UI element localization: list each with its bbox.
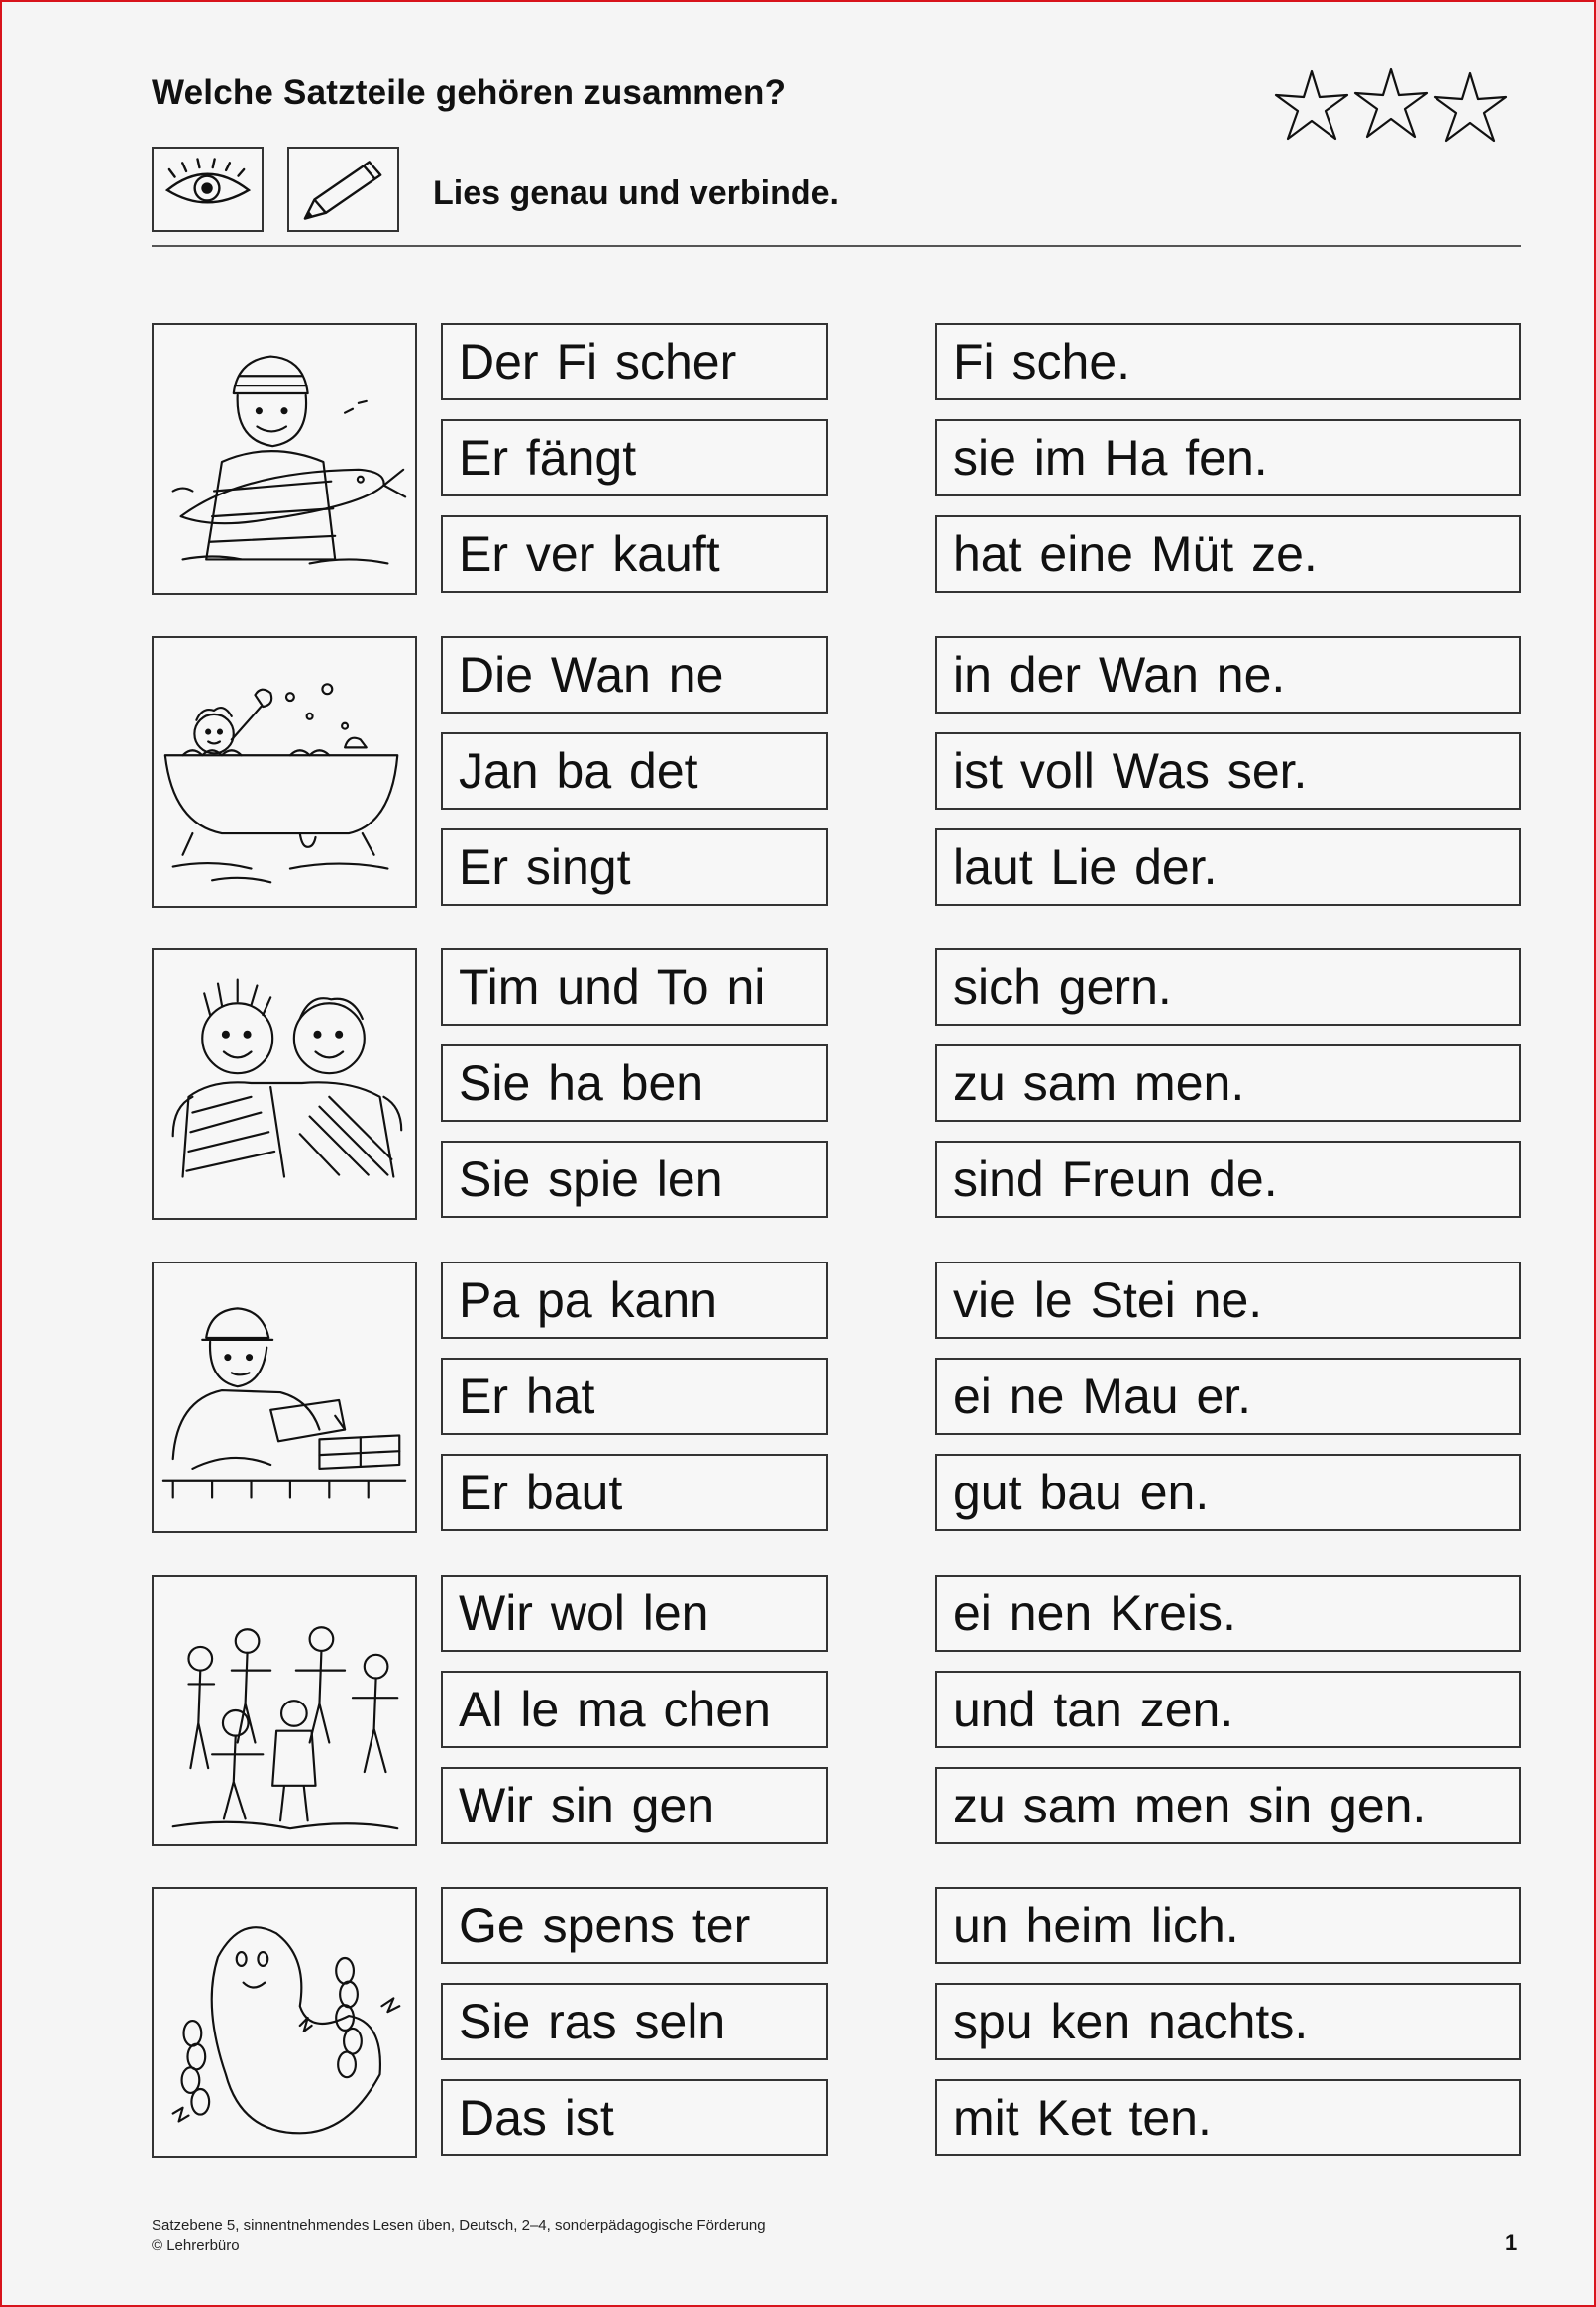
sentence-start-box[interactable]: Der Fi scher [441, 323, 828, 400]
sentence-start-box[interactable]: Al le ma chen [441, 1671, 828, 1748]
sentence-end-box[interactable]: zu sam men. [935, 1044, 1521, 1122]
sentence-start-box[interactable]: Er singt [441, 828, 828, 906]
sentence-start-box[interactable]: Sie spie len [441, 1141, 828, 1218]
sentence-start-box[interactable]: Wir sin gen [441, 1767, 828, 1844]
sentence-start-box[interactable]: Die Wan ne [441, 636, 828, 714]
sentence-end-box[interactable]: Fi sche. [935, 323, 1521, 400]
footer-source-line: Satzebene 5, sinnentnehmendes Lesen üben, Deutsch, 2–4, sonderpädagogische Förderung [152, 2217, 766, 2234]
instruction-text: Lies genau und verbinde. [433, 174, 839, 212]
sentence-end-box[interactable]: mit Ket ten. [935, 2079, 1521, 2156]
sentence-end-box[interactable]: un heim lich. [935, 1887, 1521, 1964]
sentence-end-box[interactable]: spu ken nachts. [935, 1983, 1521, 2060]
sentence-start-box[interactable]: Er baut [441, 1454, 828, 1531]
exercise-group-1 [152, 323, 1521, 597]
sentence-end-box[interactable]: ei nen Kreis. [935, 1575, 1521, 1652]
sentence-start-box[interactable]: Tim und To ni [441, 948, 828, 1026]
sentence-end-box[interactable]: ei ne Mau er. [935, 1358, 1521, 1435]
sentence-end-box[interactable]: vie le Stei ne. [935, 1262, 1521, 1339]
sentence-end-box[interactable]: sie im Ha fen. [935, 419, 1521, 496]
exercise-group-6 [152, 1887, 1521, 2160]
children-dancing-in-circle-illustration [152, 1575, 417, 1846]
exercise-group-4 [152, 1262, 1521, 1535]
footer-copyright: © Lehrerbüro [152, 2237, 240, 2253]
exercise-group-2 [152, 636, 1521, 910]
boy-in-bathtub-illustration [152, 636, 417, 908]
sentence-end-box[interactable]: laut Lie der. [935, 828, 1521, 906]
sentence-start-box[interactable]: Er ver kauft [441, 515, 828, 593]
footer [152, 2216, 766, 2255]
sentence-end-box[interactable]: sich gern. [935, 948, 1521, 1026]
sentence-end-box[interactable]: zu sam men sin gen. [935, 1767, 1521, 1844]
page-title: Welche Satzteile gehören zusammen? [152, 73, 787, 112]
sentence-start-box[interactable]: Sie ha ben [441, 1044, 828, 1122]
three-stars-icon [1272, 65, 1514, 149]
sentence-end-box[interactable]: hat eine Müt ze. [935, 515, 1521, 593]
sentence-start-box[interactable]: Sie ras seln [441, 1983, 828, 2060]
fisherman-with-fish-illustration [152, 323, 417, 595]
sentence-start-box[interactable]: Wir wol len [441, 1575, 828, 1652]
sentence-end-box[interactable]: in der Wan ne. [935, 636, 1521, 714]
sentence-end-box[interactable]: und tan zen. [935, 1671, 1521, 1748]
pencil-icon [287, 147, 399, 232]
sentence-start-box[interactable]: Pa pa kann [441, 1262, 828, 1339]
ghost-with-chains-illustration [152, 1887, 417, 2158]
eye-icon [152, 147, 264, 232]
bricklayer-illustration [152, 1262, 417, 1533]
sentence-end-box[interactable]: sind Freun de. [935, 1141, 1521, 1218]
sentence-end-box[interactable]: ist voll Was ser. [935, 732, 1521, 810]
sentence-start-box[interactable]: Das ist [441, 2079, 828, 2156]
page-number: 1 [1505, 2230, 1518, 2254]
sentence-end-box[interactable]: gut bau en. [935, 1454, 1521, 1531]
header-divider [152, 245, 1521, 247]
sentence-start-box[interactable]: Er hat [441, 1358, 828, 1435]
sentence-start-box[interactable]: Jan ba det [441, 732, 828, 810]
sentence-start-box[interactable]: Er fängt [441, 419, 828, 496]
sentence-start-box[interactable]: Ge spens ter [441, 1887, 828, 1964]
exercise-group-3 [152, 948, 1521, 1222]
exercise-group-5 [152, 1575, 1521, 1848]
two-friends-illustration [152, 948, 417, 1220]
